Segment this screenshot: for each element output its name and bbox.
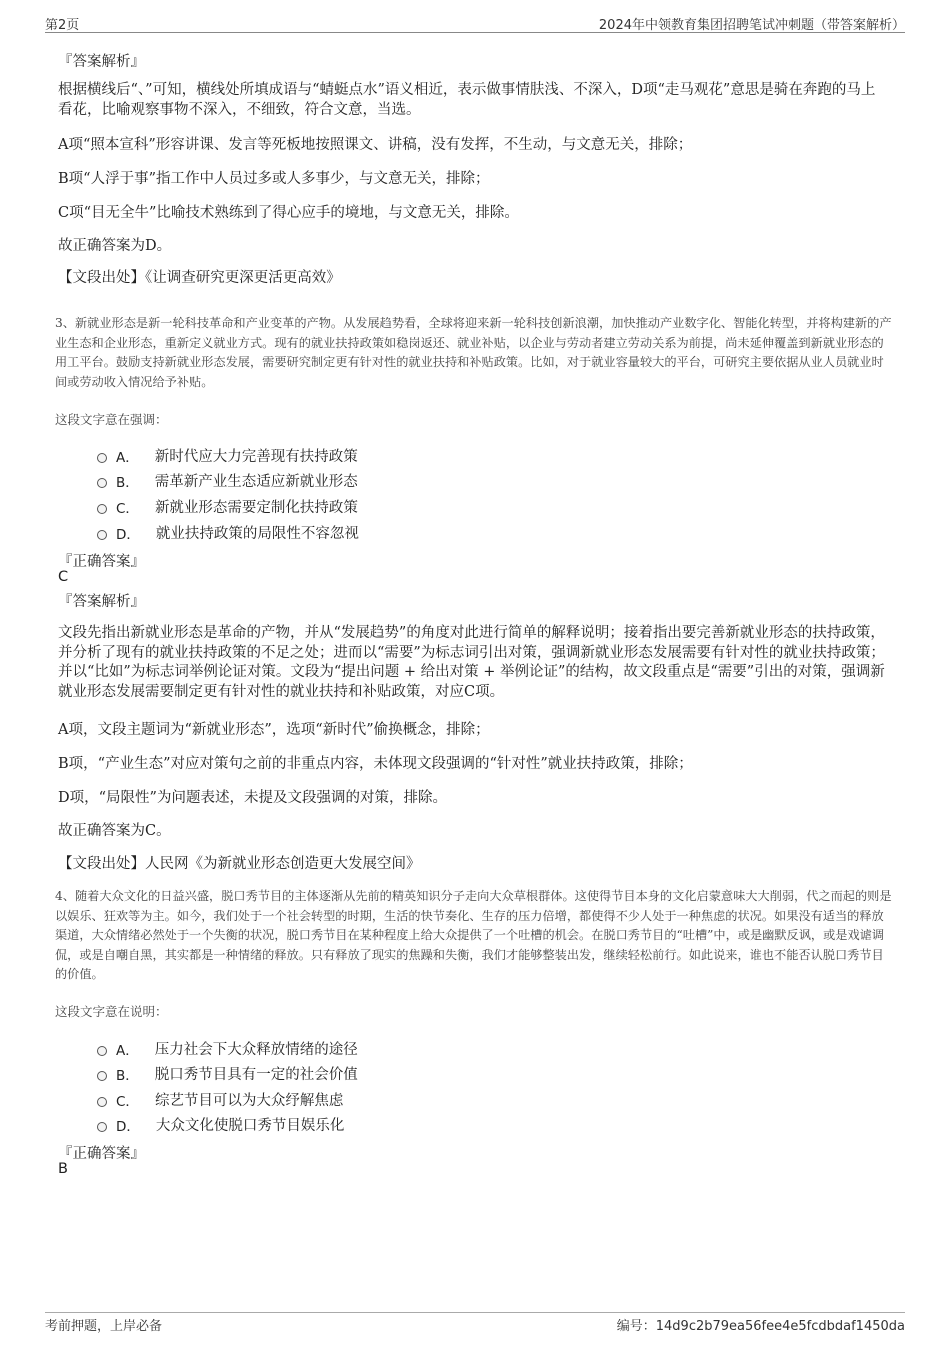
option-text: 就业扶持政策的局限性不容忽视 <box>155 526 359 542</box>
option-letter: D． <box>116 526 140 543</box>
q3-question-text: 3、新就业形态是新一轮科技革命和产业变革的产物。从发展趋势看，全球将迎来新一轮科技创新浪潮，加快推动产业数字化、智能化转型，并将构建新的产业生态和企业形态，重新定义就业方式。现有的就业扶持政策如稳岗返还、就业补贴，以企业与劳动者建立劳动关系为前提，尚未延伸覆盖到新就业形态的用工平台。鼓励支持新就业形态发展，需要研究制定更有针对性的就业扶持和补贴政策。比如，对于就业容量较大的平台，可研究主要依据从业人员就业时间或劳动收入情况给予补贴。 <box>55 316 892 389</box>
option-letter: C． <box>116 500 139 517</box>
option-letter: A． <box>116 449 139 466</box>
radio-button[interactable] <box>97 1046 107 1056</box>
option-text: 压力社会下大众释放情绪的途径 <box>154 1042 358 1058</box>
q2-conclusion: 故正确答案为D。 <box>58 238 172 254</box>
q4-answer-label: 『正确答案』 <box>58 1146 145 1162</box>
q3-option-b[interactable] <box>97 470 358 491</box>
option-text: 需革新产业生态适应新就业形态 <box>154 474 358 490</box>
q3-prompt: 这段文字意在强调： <box>55 412 168 427</box>
q2-analysis-label: 『答案解析』 <box>58 54 145 70</box>
q3-option-a[interactable] <box>97 445 358 466</box>
option-text: 脱口秀节目具有一定的社会价值 <box>154 1067 358 1083</box>
option-letter: C． <box>116 1093 139 1110</box>
q4-option-b[interactable] <box>97 1063 358 1084</box>
q2-analysis-line-b: B项“人浮于事”指工作中人员过多或人多事少，与文意无关，排除； <box>58 171 490 187</box>
radio-button[interactable] <box>97 478 107 488</box>
option-letter: B． <box>116 474 139 491</box>
q4-option-a[interactable] <box>97 1038 358 1059</box>
q3-source: 【文段出处】人民网《为新就业形态创造更大发展空间》 <box>58 856 421 872</box>
q3-analysis-label: 『答案解析』 <box>58 594 145 610</box>
q4-prompt: 这段文字意在说明： <box>55 1004 168 1019</box>
option-text: 综艺节目可以为大众纾解焦虑 <box>154 1093 344 1109</box>
option-text: 新时代应大力完善现有扶持政策 <box>154 449 358 465</box>
q3-answer-label: 『正确答案』 <box>58 554 145 570</box>
radio-button[interactable] <box>97 1122 107 1132</box>
q2-analysis-paragraph: 根据横线后“、”可知，横线处所填成语与“蜻蜓点水”语义相近，表示做事情肤浅、不深入，D项“走马观花”意思是骑在奔跑的马上看花，比喻观察事物不深入，不细致，符合文意，当选。 <box>58 82 876 118</box>
page-number: 第2页 <box>45 18 80 33</box>
page-footer <box>45 1312 905 1335</box>
option-text: 新就业形态需要定制化扶持政策 <box>154 500 358 516</box>
q3-analysis-paragraph: 文段先指出新就业形态是革命的产物，并从“发展趋势”的角度对此进行简单的解释说明；接着指出要完善新就业形态的扶持政策，并分析了现有的就业扶持政策的不足之处；进而以“需要”为标志词引出对策，强调新就业形态发展需要有针对性的就业扶持政策；并以“比如”为标志词举例论证对策。文段为“提出问题 + 给出对策 + 举例论证”的结构，故文段重点是“需要”引出的对策，强调新就业形态发展需要制定更有针对性的就业扶持和补贴政策，对应C项。 <box>58 625 885 700</box>
option-letter: B． <box>116 1067 139 1084</box>
radio-button[interactable] <box>97 453 107 463</box>
q2-analysis-line-c: C项“目无全牛”比喻技术熟练到了得心应手的境地，与文意无关，排除。 <box>58 205 519 221</box>
option-letter: A． <box>116 1042 139 1059</box>
document-id: 编号：14d9c2b79ea56fee4e5fcdbdaf1450da <box>616 1319 905 1334</box>
radio-button[interactable] <box>97 1097 107 1107</box>
q3-analysis-line-d: D项，“局限性”为问题表述，未提及文段强调的对策，排除。 <box>58 790 447 806</box>
q3-analysis-line-b: B项，“产业生态”对应对策句之前的非重点内容，未体现文段强调的“针对性”就业扶持政策，排除； <box>58 756 693 772</box>
q3-analysis-line-a: A项，文段主题词为“新就业形态”，选项“新时代”偷换概念，排除； <box>58 722 490 738</box>
q4-option-c[interactable] <box>97 1089 343 1110</box>
footer-slogan: 考前押题，上岸必备 <box>45 1319 163 1334</box>
radio-button[interactable] <box>97 1071 107 1081</box>
q4-answer: B <box>58 1161 68 1177</box>
q3-conclusion: 故正确答案为C。 <box>58 823 171 839</box>
q3-option-c[interactable] <box>97 496 358 517</box>
q2-source: 【文段出处】《让调查研究更深更活更高效》 <box>58 270 341 286</box>
q4-question-text: 4、随着大众文化的日益兴盛，脱口秀节目的主体逐渐从先前的精英知识分子走向大众草根群体。这使得节目本身的文化启蒙意味大大削弱，代之而起的则是以娱乐、狂欢等为主。如今，我们处于一个社会转型的时期，生活的快节奏化、生存的压力倍增，都使得不少人处于一种焦虑的状况。如果没有适当的释放渠道，大众情绪必然处于一个失衡的状况，脱口秀节目在某种程度上给大众提供了一个吐槽的机会。在脱口秀节目的“吐槽”中，或是幽默反讽，或是戏谑调侃，或是自嘲自黑，其实都是一种情绪的释放。只有释放了现实的焦躁和失衡，我们才能够整装出发，继续轻松前行。如此说来，谁也不能否认脱口秀节目的价值。 <box>55 889 892 981</box>
q2-analysis-line-a: A项“照本宣科”形容讲课、发言等死板地按照课文、讲稿，没有发挥，不生动，与文意无关，排除； <box>58 137 693 153</box>
option-text: 大众文化使脱口秀节目娱乐化 <box>155 1118 345 1134</box>
q4-option-d[interactable] <box>97 1114 344 1135</box>
q3-option-d[interactable] <box>97 522 359 543</box>
document-title: 2024年中领教育集团招聘笔试冲刺题（带答案解析） <box>598 18 905 33</box>
radio-button[interactable] <box>97 530 107 540</box>
q3-answer: C <box>58 569 69 585</box>
page-header <box>45 14 905 33</box>
option-letter: D． <box>116 1118 140 1135</box>
radio-button[interactable] <box>97 504 107 514</box>
